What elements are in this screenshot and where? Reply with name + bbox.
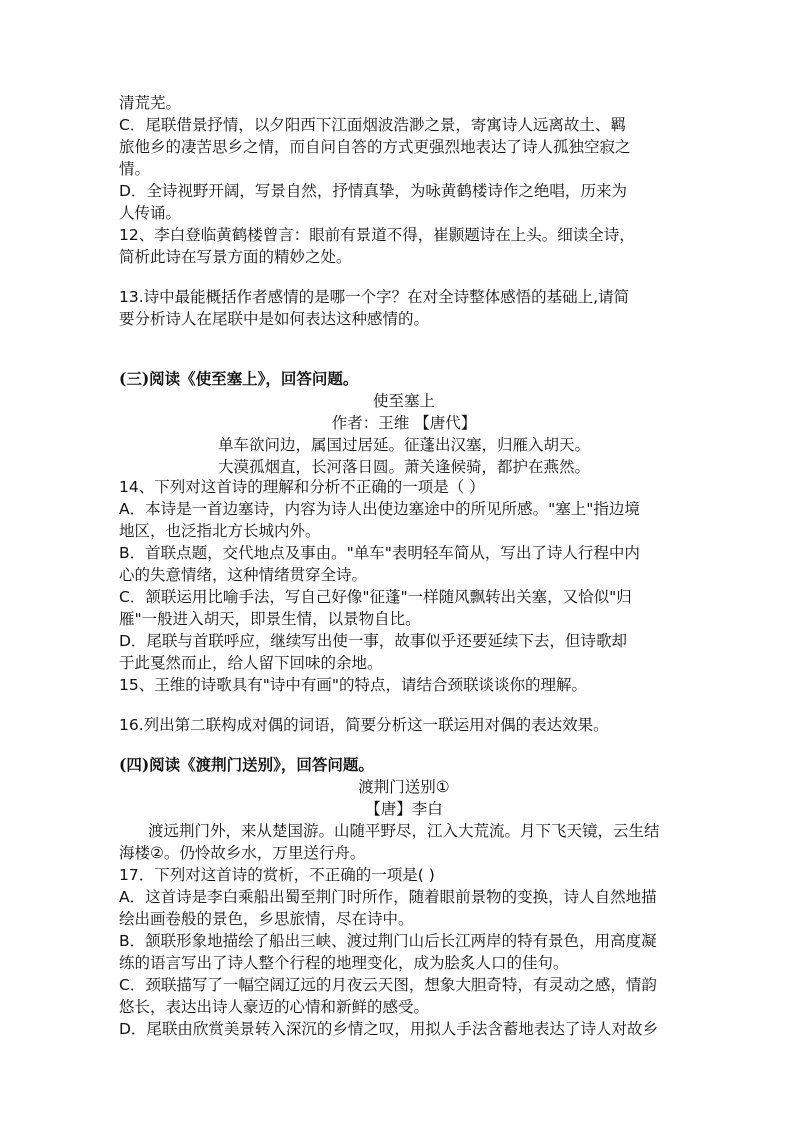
poem-title: 使至塞上 xyxy=(372,392,435,410)
text-line: 人传诵。 xyxy=(119,204,182,222)
text-line: 雁"一般进入胡天，即景生情，以景物自比。 xyxy=(119,610,421,628)
question-16: 16.列出第二联构成对偶的词语，简要分析这一联运用对偶的表达效果。 xyxy=(119,716,609,734)
poem-line: 大漠孤烟直，长河落日圆。萧关逢候骑，都护在燕然。 xyxy=(217,458,590,476)
text-line: 旅他乡的凄苦思乡之情，而自问自答的方式更强烈地表达了诗人孤独空寂之 xyxy=(119,138,631,156)
question-17: 17．下列对这首诗的赏析，不正确的一项是( ) xyxy=(119,866,435,884)
question-13: 13.诗中最能概括作者感情的是哪一个字？在对全诗整体感悟的基础上,请简 xyxy=(119,288,630,306)
text-line: 简析此诗在写景方面的精妙之处。 xyxy=(119,248,352,266)
poem-line: 单车欲问边，属国过居延。征蓬出汉塞，归雁入胡天。 xyxy=(217,436,590,454)
text-line: 地区，也泛指北方长城内外。 xyxy=(119,522,321,540)
option-d-line: D．全诗视野开阔，写景自然，抒情真挚，为咏黄鹤楼诗作之绝唱，历来为 xyxy=(119,182,627,200)
section-4-heading: (四)阅读《渡荆门送别》，回答问题。 xyxy=(119,755,374,774)
poem-line: 海楼②。仍怜故乡水，万里送行舟。 xyxy=(119,844,366,862)
text-line: 心的失意情绪，这种情绪贯穿全诗。 xyxy=(119,566,368,584)
text-line: 情。 xyxy=(119,160,151,178)
option-c-line: C．颈联描写了一幅空阔辽远的月夜云天图，想象大胆奇特，有灵动之感，情韵 xyxy=(119,976,657,994)
poem-author: 【唐】李白 xyxy=(365,800,443,818)
option-b-line: B．首联点题，交代地点及事由。"单车"表明轻车简从，写出了诗人行程中内 xyxy=(119,544,640,562)
text-line: 要分析诗人在尾联中是如何表达这种感情的。 xyxy=(119,310,430,328)
text-line: 清荒芜。 xyxy=(119,94,182,112)
option-d-line: D．尾联由欣赏美景转入深沉的乡情之叹，用拟人手法含蓄地表达了诗人对故乡 xyxy=(119,1020,658,1038)
option-b-line: B．颔联形象地描绘了船出三峡、渡过荆门山后长江两岸的特有景色，用高度凝 xyxy=(119,932,657,950)
option-a-line: A．本诗是一首边塞诗，内容为诗人出使边塞途中的所见所感。"塞上"指边境 xyxy=(119,500,640,518)
section-3-heading: (三)阅读《使至塞上》，回答问题。 xyxy=(119,369,359,388)
question-14: 14、下列对这首诗的理解和分析不正确的一项是（ ） xyxy=(119,478,485,496)
poem-line: 渡远荆门外，来从楚国游。山随平野尽，江入大荒流。月下飞天镜，云生结 xyxy=(148,822,660,840)
option-d-line: D．尾联与首联呼应，继续写出使一事，故事似乎还要延续下去，但诗歌却 xyxy=(119,632,627,650)
option-c-line: C．尾联借景抒情，以夕阳西下江面烟波浩渺之景，寄寓诗人远离故土、羁 xyxy=(119,116,626,134)
option-c-line: C．颔联运用比喻手法，写自己好像"征蓬"一样随风飘转出关塞，又恰似"归 xyxy=(119,588,632,606)
text-line: 于此戛然而止，给人留下回味的余地。 xyxy=(119,654,383,672)
question-15: 15、王维的诗歌具有"诗中有画"的特点，请结合颈联谈谈你的理解。 xyxy=(119,676,587,694)
poem-author: 作者：王维 【唐代】 xyxy=(331,414,477,432)
text-line: 练的语言写出了诗人整个行程的地理变化，成为脍炙人口的佳句。 xyxy=(119,954,569,972)
question-12: 12、李白登临黄鹤楼曾言：眼前有景道不得，崔颢题诗在上头。细读全诗， xyxy=(119,226,635,244)
poem-title: 渡荆门送别① xyxy=(358,778,450,796)
text-line: 悠长，表达出诗人豪迈的心情和新鲜的感受。 xyxy=(119,998,430,1016)
option-a-line: A．这首诗是李白乘船出蜀至荆门时所作，随着眼前景物的变换，诗人自然地描 xyxy=(119,888,657,906)
text-line: 绘出画卷般的景色，乡思旅情，尽在诗中。 xyxy=(119,910,414,928)
